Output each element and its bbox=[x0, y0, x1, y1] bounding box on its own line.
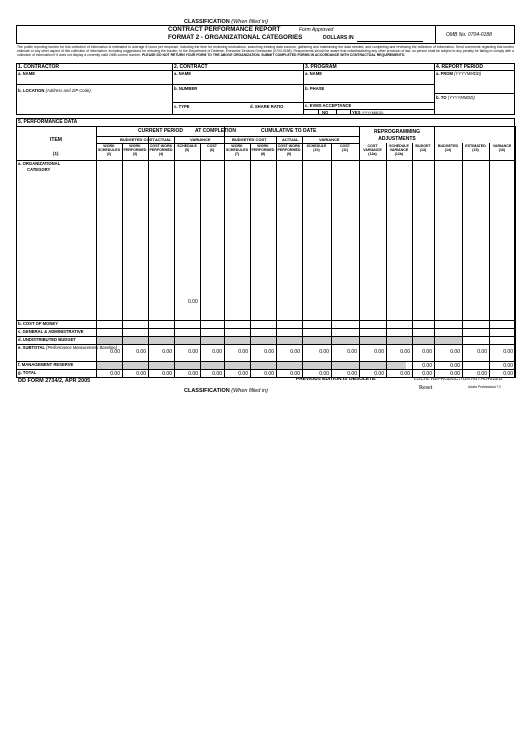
subtotal-value-3[interactable]: 0.00 bbox=[136, 349, 146, 355]
subtotal-value-15[interactable]: 0.00 bbox=[450, 349, 460, 355]
variance-cum: VARIANCE bbox=[319, 137, 340, 142]
total-value-10[interactable]: 0.00 bbox=[319, 371, 329, 377]
budgeted-cost-cum: BUDGETED COST bbox=[232, 137, 267, 142]
column-header-5: SCHEDULE (5) bbox=[177, 144, 197, 152]
column-header-14: BUDGET (13) bbox=[415, 144, 431, 152]
evms-acceptance-label: c. EVMS ACCEPTANCE bbox=[305, 103, 352, 108]
actual-cur: ACTUAL bbox=[155, 137, 172, 142]
program-header: 3. PROGRAM bbox=[305, 64, 337, 70]
program-phase-label: b. PHASE bbox=[305, 86, 325, 91]
column-header-3: WORK PERFORMED (3) bbox=[123, 144, 147, 156]
adobe-version: Adobe Professional 7.0 bbox=[468, 385, 501, 389]
total-value-6[interactable]: 0.00 bbox=[212, 371, 222, 377]
row-cost-of-money: b. COST OF MONEY bbox=[18, 321, 59, 326]
contract-name-label: a. NAME bbox=[174, 71, 191, 76]
subtotal-value-8[interactable]: 0.00 bbox=[264, 349, 274, 355]
form-subtitle: FORMAT 2 - ORGANIZATIONAL CATEGORIES bbox=[168, 34, 303, 41]
subtotal-value-10[interactable]: 0.00 bbox=[319, 349, 329, 355]
classification-bottom: CLASSIFICATION (When filled in) bbox=[184, 388, 268, 394]
column-header-8: WORK PERFORMED (8) bbox=[251, 144, 275, 156]
subtotal-value-5[interactable]: 0.00 bbox=[188, 349, 198, 355]
total-value-14[interactable]: 0.00 bbox=[422, 371, 432, 377]
classification-label: CLASSIFICATION (When filled in) bbox=[184, 19, 268, 25]
total-value-5[interactable]: 0.00 bbox=[188, 371, 198, 377]
column-header-12: COST VARIANCE (12a) bbox=[363, 144, 382, 156]
total-value-2[interactable]: 0.00 bbox=[110, 371, 120, 377]
subtotal-value-11[interactable]: 0.00 bbox=[347, 349, 357, 355]
total-value-8[interactable]: 0.00 bbox=[264, 371, 274, 377]
column-header-13: SCHEDULE VARIANCE (12b) bbox=[389, 144, 409, 156]
share-ratio-label: d. SHARE RATIO bbox=[250, 104, 284, 109]
contractor-header: 1. CONTRACTOR bbox=[18, 64, 60, 70]
column-header-4: COST WORK PERFORMED (4) bbox=[149, 144, 173, 156]
subtotal-value-13[interactable]: 0.00 bbox=[400, 349, 410, 355]
cumulative-header: CUMULATIVE TO DATE bbox=[261, 128, 317, 134]
item-header: ITEM bbox=[50, 137, 62, 143]
item-column-number: (1) bbox=[53, 151, 59, 156]
total-value-7[interactable]: 0.00 bbox=[238, 371, 248, 377]
current-period-header: CURRENT PERIOD bbox=[138, 128, 184, 134]
report-period-header: 4. REPORT PERIOD bbox=[436, 64, 483, 70]
at-completion-header: AT COMPLETION bbox=[195, 128, 237, 134]
contract-type-label: c. TYPE bbox=[174, 104, 190, 109]
subtotal-value-7[interactable]: 0.00 bbox=[238, 349, 248, 355]
report-to-label: b. TO (YYYYMMDD) bbox=[436, 95, 475, 100]
row-org-category-2: CATEGORY bbox=[27, 167, 51, 172]
row-org-category: a. ORGANIZATIONAL bbox=[18, 161, 61, 166]
row-general-admin: c. GENERAL & ADMINISTRATIVE bbox=[18, 329, 84, 334]
column-header-2: WORK SCHEDULED (2) bbox=[97, 144, 121, 156]
contractor-location-label: b. LOCATION (Address and ZIP Code) bbox=[18, 88, 91, 93]
performance-data-header: 5. PERFORMANCE DATA bbox=[18, 119, 78, 125]
subtotal-value-14[interactable]: 0.00 bbox=[422, 349, 432, 355]
reset-button[interactable]: Reset bbox=[419, 385, 433, 391]
subtotal-value-4[interactable]: 0.00 bbox=[162, 349, 172, 355]
program-name-label: a. NAME bbox=[305, 71, 322, 76]
evms-yes-option[interactable]: YES (YYYYMMDD) bbox=[352, 110, 384, 115]
total-value-12[interactable]: 0.00 bbox=[374, 371, 384, 377]
total-value-11[interactable]: 0.00 bbox=[347, 371, 357, 377]
omb-number: OMB No. 0704-0188 bbox=[446, 32, 492, 38]
total-value-17[interactable]: 0.00 bbox=[503, 371, 513, 377]
dollars-in-field[interactable] bbox=[357, 41, 423, 42]
row-management-reserve: f. MANAGEMENT RESERVE bbox=[18, 362, 74, 367]
undistributed-shading bbox=[96, 336, 462, 344]
variance-cur: VARIANCE bbox=[190, 137, 211, 142]
contract-number-label: b. NUMBER bbox=[174, 86, 198, 91]
report-from-label: a. FROM (YYYYMMDD) bbox=[436, 71, 482, 76]
dollars-in-label: DOLLARS IN bbox=[323, 35, 354, 41]
column-header-16: ESTIMATED (15) bbox=[465, 144, 486, 152]
local-reproduction: LOCAL REPRODUCTION AUTHORIZED. bbox=[414, 377, 504, 382]
evms-no-option[interactable]: NO bbox=[322, 110, 329, 115]
column-header-11: COST (11) bbox=[340, 144, 350, 152]
mgmt-reserve-value-17[interactable]: 0.00 bbox=[503, 363, 513, 369]
subtotal-value-16[interactable]: 0.00 bbox=[477, 349, 487, 355]
burden-statement: The public reporting burden for this collection of information is estimated to average 8 hours per response, including the time for reviewing instructions, searching existing data sources, gathering and maintaining the data needed, and completing and reviewing the collection of information. Send comments regarding this burden estimate or any other aspect of this collection of information, including suggestions for reducing the burden, to the Department of Defense, Executive Services Directorate (0704-0188). Respondents should be aware that notwithstanding any other provision of law, no person shall be subject to any penalty for failing to comply with a collection of information if it does not display a currently valid OMB control number. PLEASE DO NOT RETURN YOUR FORM TO THE ABOVE ORGANIZATION. SUBMIT COMPLETED FORMS IN ACCORDANCE WITH CONTRACTUAL REQUIREMENTS. bbox=[17, 45, 514, 58]
column-header-17: VARIANCE (16) bbox=[492, 144, 512, 152]
reprogramming-header: REPROGRAMMING ADJUSTMENTS bbox=[373, 129, 421, 142]
previous-edition: PREVIOUS EDITION IS OBSOLETE. bbox=[296, 377, 377, 382]
column-header-7: WORK SCHEDULED (7) bbox=[225, 144, 249, 156]
total-value-4[interactable]: 0.00 bbox=[162, 371, 172, 377]
form-title: CONTRACT PERFORMANCE REPORT bbox=[168, 26, 281, 33]
column-header-10: SCHEDULE (10) bbox=[306, 144, 327, 152]
total-value-16[interactable]: 0.00 bbox=[477, 371, 487, 377]
contract-header: 2. CONTRACT bbox=[174, 64, 208, 70]
contractor-name-label: a. NAME bbox=[18, 71, 35, 76]
mgmt-reserve-value-15[interactable]: 0.00 bbox=[450, 363, 460, 369]
form-id: DD FORM 2734/2, APR 2005 bbox=[18, 378, 91, 384]
column-header-6: COST (6) bbox=[207, 144, 217, 152]
budgeted-cost-cur: BUDGETED COST bbox=[120, 137, 155, 142]
row-total: g. TOTAL bbox=[18, 370, 37, 375]
subtotal-value-9[interactable]: 0.00 bbox=[290, 349, 300, 355]
total-value-15[interactable]: 0.00 bbox=[450, 371, 460, 377]
row-subtotal: e. SUBTOTAL (Performance Measurement Baseline) bbox=[18, 345, 117, 350]
actual-cum: ACTUAL bbox=[282, 137, 299, 142]
column-header-9: COST WORK PERFORMED (9) bbox=[277, 144, 301, 156]
total-value-9[interactable]: 0.00 bbox=[290, 371, 300, 377]
total-value-13[interactable]: 0.00 bbox=[400, 371, 410, 377]
total-value-3[interactable]: 0.00 bbox=[136, 371, 146, 377]
subtotal-value-12[interactable]: 0.00 bbox=[374, 349, 384, 355]
org-category-value[interactable]: 0.00 bbox=[188, 299, 198, 305]
subtotal-value-6[interactable]: 0.00 bbox=[212, 349, 222, 355]
form-approved: Form Approved bbox=[299, 26, 334, 33]
column-header-15: BUDGETED (14) bbox=[437, 144, 459, 152]
row-undistributed-budget: d. UNDISTRIBUTED BUDGET bbox=[18, 337, 76, 342]
subtotal-value-17[interactable]: 0.00 bbox=[503, 349, 513, 355]
mgmt-reserve-value-14[interactable]: 0.00 bbox=[422, 363, 432, 369]
subtotal-value-2[interactable]: 0.00 bbox=[110, 349, 120, 355]
